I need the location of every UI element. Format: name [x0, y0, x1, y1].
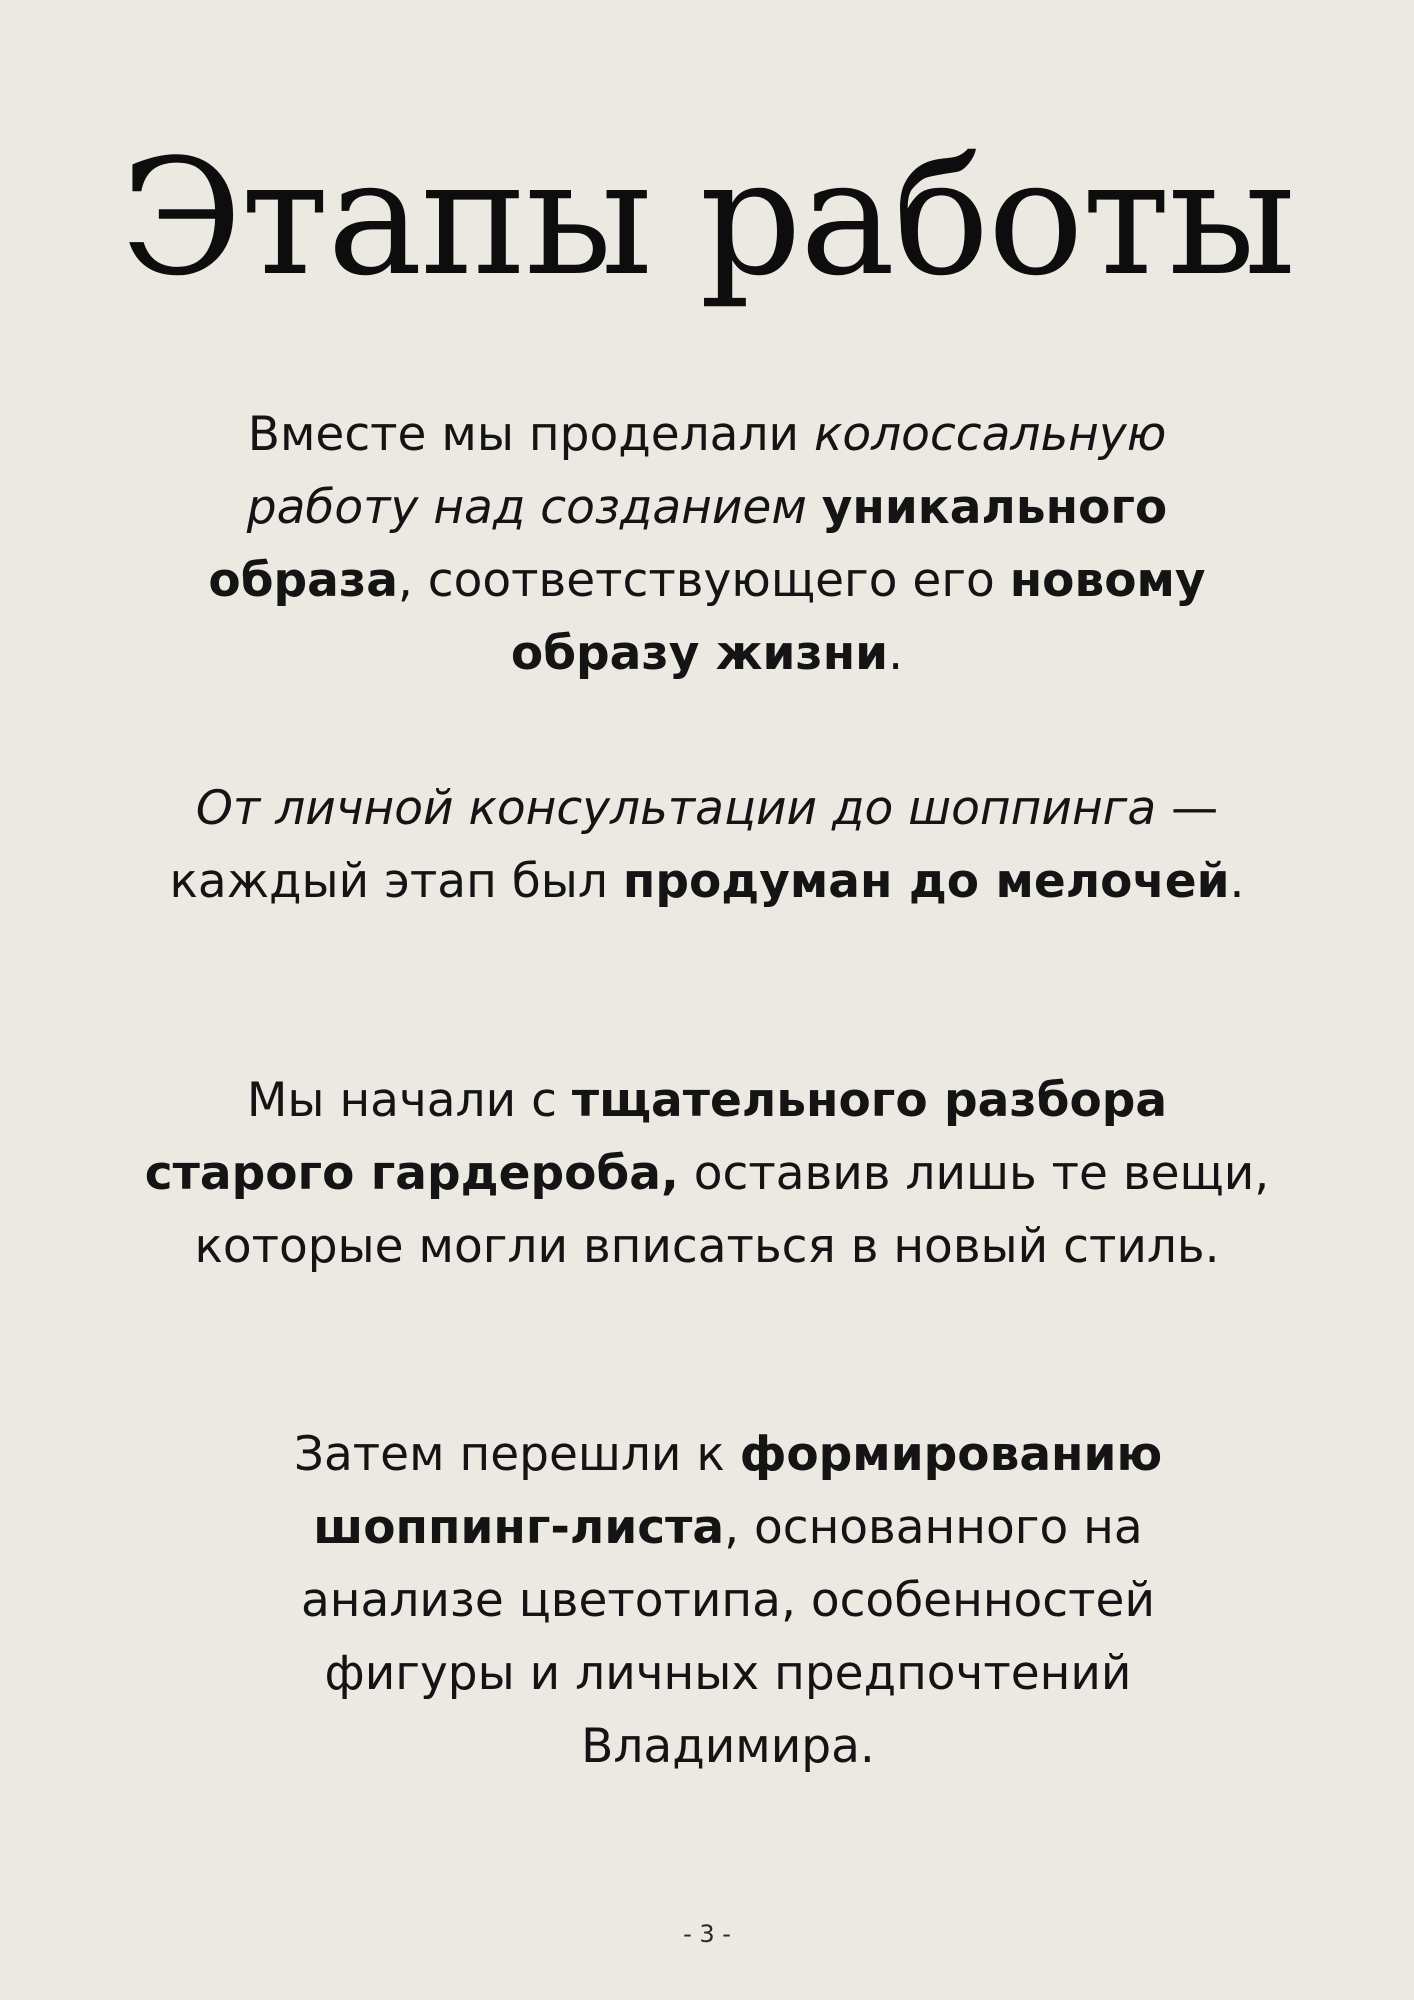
text-segment: . [1229, 854, 1245, 909]
text-segment-bold: уникального образа [208, 480, 1168, 608]
text-segment-italic: От личной консультации до шоппинга [195, 781, 1157, 836]
text-segment [807, 480, 822, 535]
text-segment: , соответствующего его [397, 553, 1010, 608]
text-segment-bold: формированию шоппинг-листа [313, 1427, 1163, 1555]
text-segment: Мы начали с [246, 1073, 572, 1128]
text-segment: Вместе мы проделали [247, 407, 814, 462]
text-segment: оставив лишь те вещи, которые могли вписаться в новый стиль. [194, 1146, 1270, 1274]
paragraph-intro [155, 398, 1259, 690]
text-segment: , основанного на анализе цветотипа, особенностей фигуры и личных предпочтений Владимира. [301, 1500, 1155, 1774]
text-segment-bold: тщательного разбора старого гардероба, [144, 1073, 1168, 1201]
text-segment-italic: колоссальную работу над созданием [246, 407, 1167, 535]
page-title: Этапы работы [120, 124, 1294, 311]
text-segment: . [888, 626, 904, 681]
paragraph-stages [155, 772, 1259, 918]
paragraph-wardrobe [135, 1064, 1279, 1283]
text-segment: — каждый этап был [169, 781, 1219, 909]
text-segment: Затем перешли к [293, 1427, 740, 1482]
text-segment-bold: продуман до мелочей [622, 854, 1230, 909]
page-number: - 3 - [683, 1920, 731, 1948]
paragraph-shopping-list [250, 1418, 1206, 1783]
text-segment-bold: новому образу жизни [510, 553, 1206, 681]
